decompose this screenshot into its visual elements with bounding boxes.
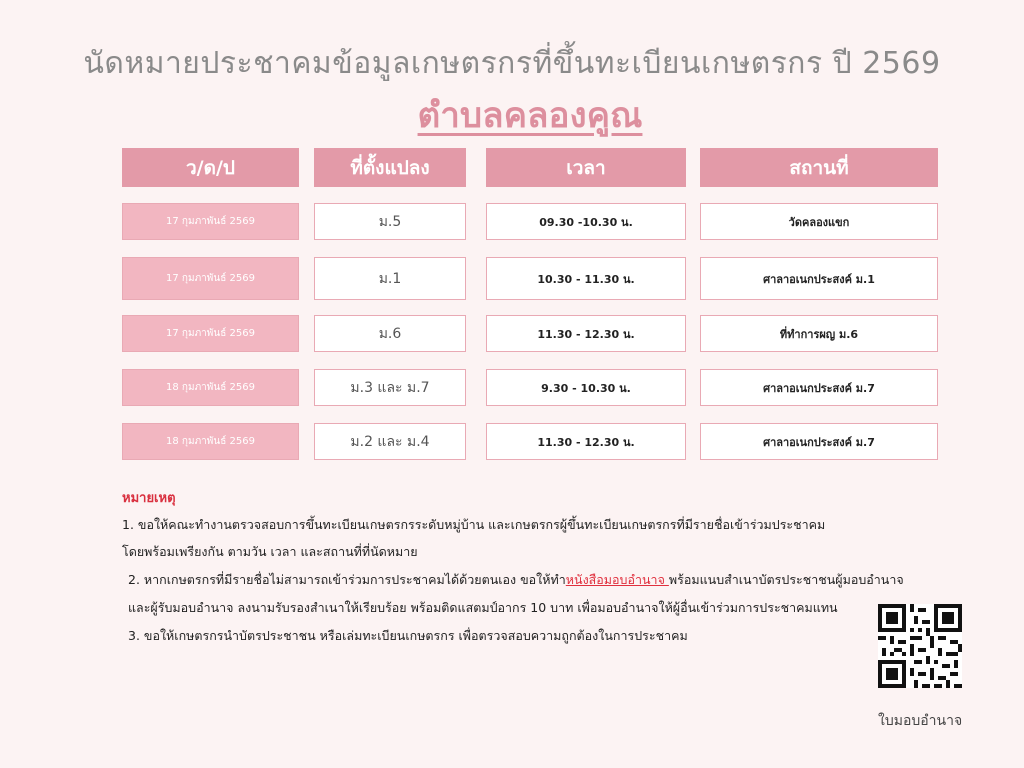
table-cell-plot: ม.3 และ ม.7 — [314, 369, 466, 406]
table-cell-place: ศาลาอเนกประสงค์ ม.7 — [700, 369, 938, 406]
table-cell-time: 11.30 - 12.30 น. — [486, 315, 686, 352]
note-line-2b: และผู้รับมอบอำนาจ ลงนามรับรองสำเนาให้เรียบร้อย พร้อมติดแสตมป์อากร 10 บาท เพื่อมอบอำนาจให้ผู้อื่นเข้าร่วมการประชาคมแทน — [128, 600, 838, 615]
table-cell-place: ที่ทำการผญ ม.6 — [700, 315, 938, 352]
table-cell-time: 09.30 -10.30 น. — [486, 203, 686, 240]
table-cell-time: 9.30 - 10.30 น. — [486, 369, 686, 406]
table-cell-date: 17 กุมภาพันธ์ 2569 — [122, 315, 299, 352]
qr-code-icon[interactable] — [878, 604, 962, 688]
header-time: เวลา — [486, 148, 686, 187]
notes-heading: หมายเหตุ — [122, 491, 176, 506]
note-line-2a-pre: 2. หากเกษตรกรที่มีรายชื่อไม่สามารถเข้าร่วมการประชาคมได้ด้วยตนเอง ขอให้ทำ — [128, 572, 566, 587]
note-line-2a — [128, 570, 904, 590]
table-cell-plot: ม.1 — [314, 257, 466, 300]
power-of-attorney-link[interactable]: หนังสือมอบอำนาจ — [565, 572, 669, 587]
table-cell-place: ศาลาอเนกประสงค์ ม.7 — [700, 423, 938, 460]
header-place: สถานที่ — [700, 148, 938, 187]
table-cell-plot: ม.2 และ ม.4 — [314, 423, 466, 460]
note-line-1b: โดยพร้อมเพรียงกัน ตามวัน เวลา และสถานที่ที่นัดหมาย — [122, 544, 418, 559]
table-cell-date: 18 กุมภาพันธ์ 2569 — [122, 423, 299, 460]
header-plot: ที่ตั้งแปลง — [314, 148, 466, 187]
header-date: ว/ด/ป — [122, 148, 299, 187]
note-line-1a: 1. ขอให้คณะทำงานตรวจสอบการขึ้นทะเบียนเกษตรกรระดับหมู่บ้าน และเกษตรกรผู้ขึ้นทะเบียนเกษตรกรที่มีรายชื่อเข้าร่วมประชาคม — [122, 517, 826, 532]
note-line-2a-post: พร้อมแนบสำเนาบัตรประชาชนผู้มอบอำนาจ — [668, 572, 904, 587]
table-cell-place: ศาลาอเนกประสงค์ ม.1 — [700, 257, 938, 300]
table-cell-date: 17 กุมภาพันธ์ 2569 — [122, 203, 299, 240]
table-cell-date: 18 กุมภาพันธ์ 2569 — [122, 369, 299, 406]
table-cell-time: 11.30 - 12.30 น. — [486, 423, 686, 460]
note-line-3: 3. ขอให้เกษตรกรนำบัตรประชาชน หรือเล่มทะเบียนเกษตรกร เพื่อตรวจสอบความถูกต้องในการประชาคม — [128, 628, 688, 643]
qr-caption: ใบมอบอำนาจ — [878, 713, 963, 729]
table-cell-plot: ม.5 — [314, 203, 466, 240]
table-cell-plot: ม.6 — [314, 315, 466, 352]
table-cell-date: 17 กุมภาพันธ์ 2569 — [122, 257, 299, 300]
page-subtitle: ตำบลคลองคูณ — [417, 96, 643, 136]
page-title: นัดหมายประชาคมข้อมูลเกษตรกรที่ขึ้นทะเบียนเกษตรกร ปี 2569 — [83, 46, 941, 81]
table-cell-time: 10.30 - 11.30 น. — [486, 257, 686, 300]
table-cell-place: วัดคลองแขก — [700, 203, 938, 240]
